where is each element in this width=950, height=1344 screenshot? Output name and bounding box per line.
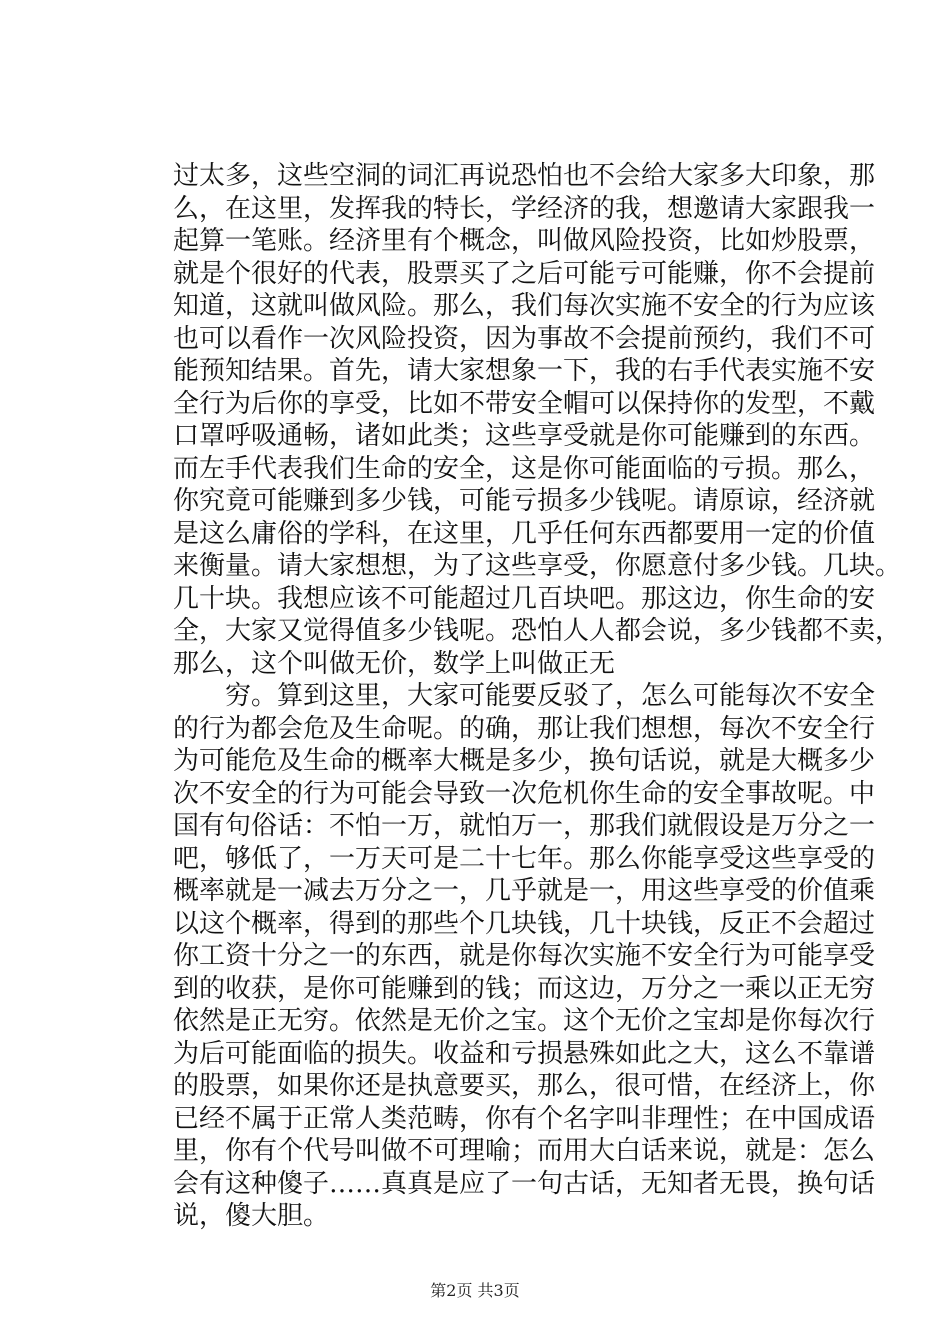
text-line: 吧，够低了，一万天可是二十七年。那么你能享受这些享受的 [173,843,876,874]
text-line: 全行为后你的享受，比如不带安全帽可以保持你的发型，不戴 [173,388,876,419]
text-line: 你究竟可能赚到多少钱，可能亏损多少钱呢。请原谅，经济就 [173,486,876,516]
text-line: 是这么庸俗的学科，在这里，几乎任何东西都要用一定的价值 [173,518,876,549]
text-line: 口罩呼吸通畅，诸如此类；这些享受就是你可能赚到的东西。 [173,421,876,451]
text-line: 里，你有个代号叫做不可理喻；而用大白话来说，就是：怎么 [173,1136,876,1166]
text-line: 过太多，这些空洞的词汇再说恐怕也不会给大家多大印象，那 [173,161,876,191]
text-line: 已经不属于正常人类范畴，你有个名字叫非理性；在中国成语 [173,1103,876,1134]
text-line: 而左手代表我们生命的安全，这是你可能面临的亏损。那么， [173,453,876,484]
text-line: 起算一笔账。经济里有个概念，叫做风险投资，比如炒股票， [173,226,876,256]
text-line: 能预知结果。首先，请大家想象一下，我的右手代表实施不安 [173,356,876,386]
text-line: 那么，这个叫做无价，数学上叫做正无 [173,648,616,679]
text-line: 依然是正无穷。依然是无价之宝。这个无价之宝却是你每次行 [173,1006,876,1036]
text-line: 以这个概率，得到的那些个几块钱，几十块钱，反正不会超过 [173,908,876,939]
text-line: 你工资十分之一的东西，就是你每次实施不安全行为可能享受 [173,941,876,971]
text-line: 也可以看作一次风险投资，因为事故不会提前预约，我们不可 [173,323,876,354]
text-line: 为可能危及生命的概率大概是多少，换句话说，就是大概多少 [173,746,876,776]
text-line: 穷。算到这里，大家可能要反驳了，怎么可能每次不安全 [173,681,876,711]
text-line: 几十块。我想应该不可能超过几百块吧。那这边，你生命的安 [173,583,876,614]
body-text [173,160,902,1233]
text-line: 的行为都会危及生命呢。的确，那让我们想想，每次不安全行 [173,713,876,744]
text-line: 么，在这里，发挥我的特长，学经济的我，想邀请大家跟我一 [173,193,876,224]
text-line: 就是个很好的代表，股票买了之后可能亏可能赚，你不会提前 [173,258,876,289]
page-number-footer: 第2页 共3页 [430,1281,520,1300]
text-line: 来衡量。请大家想想，为了这些享受，你愿意付多少钱。几块。 [173,551,902,581]
text-line: 的股票，如果你还是执意要买，那么，很可惜，在经济上，你 [173,1071,876,1101]
text-line: 为后可能面临的损失。收益和亏损悬殊如此之大，这么不靠谱 [173,1038,876,1069]
text-line: 次不安全的行为可能会导致一次危机你生命的安全事故呢。中 [173,778,876,809]
text-line: 国有句俗话：不怕一万，就怕万一，那我们就假设是万分之一 [173,811,876,841]
text-line: 知道，这就叫做风险。那么，我们每次实施不安全的行为应该 [173,291,876,321]
text-line: 说，傻大胆。 [173,1201,330,1231]
text-line: 到的收获，是你可能赚到的钱；而这边，万分之一乘以正无穷 [173,973,876,1004]
text-line: 概率就是一减去万分之一，几乎就是一，用这些享受的价值乘 [173,876,876,906]
text-line: 会有这种傻子……真真是应了一句古话，无知者无畏，换句话 [173,1168,876,1199]
text-line: 全，大家又觉得值多少钱呢。恐怕人人都会说，多少钱都不卖， [173,616,902,646]
